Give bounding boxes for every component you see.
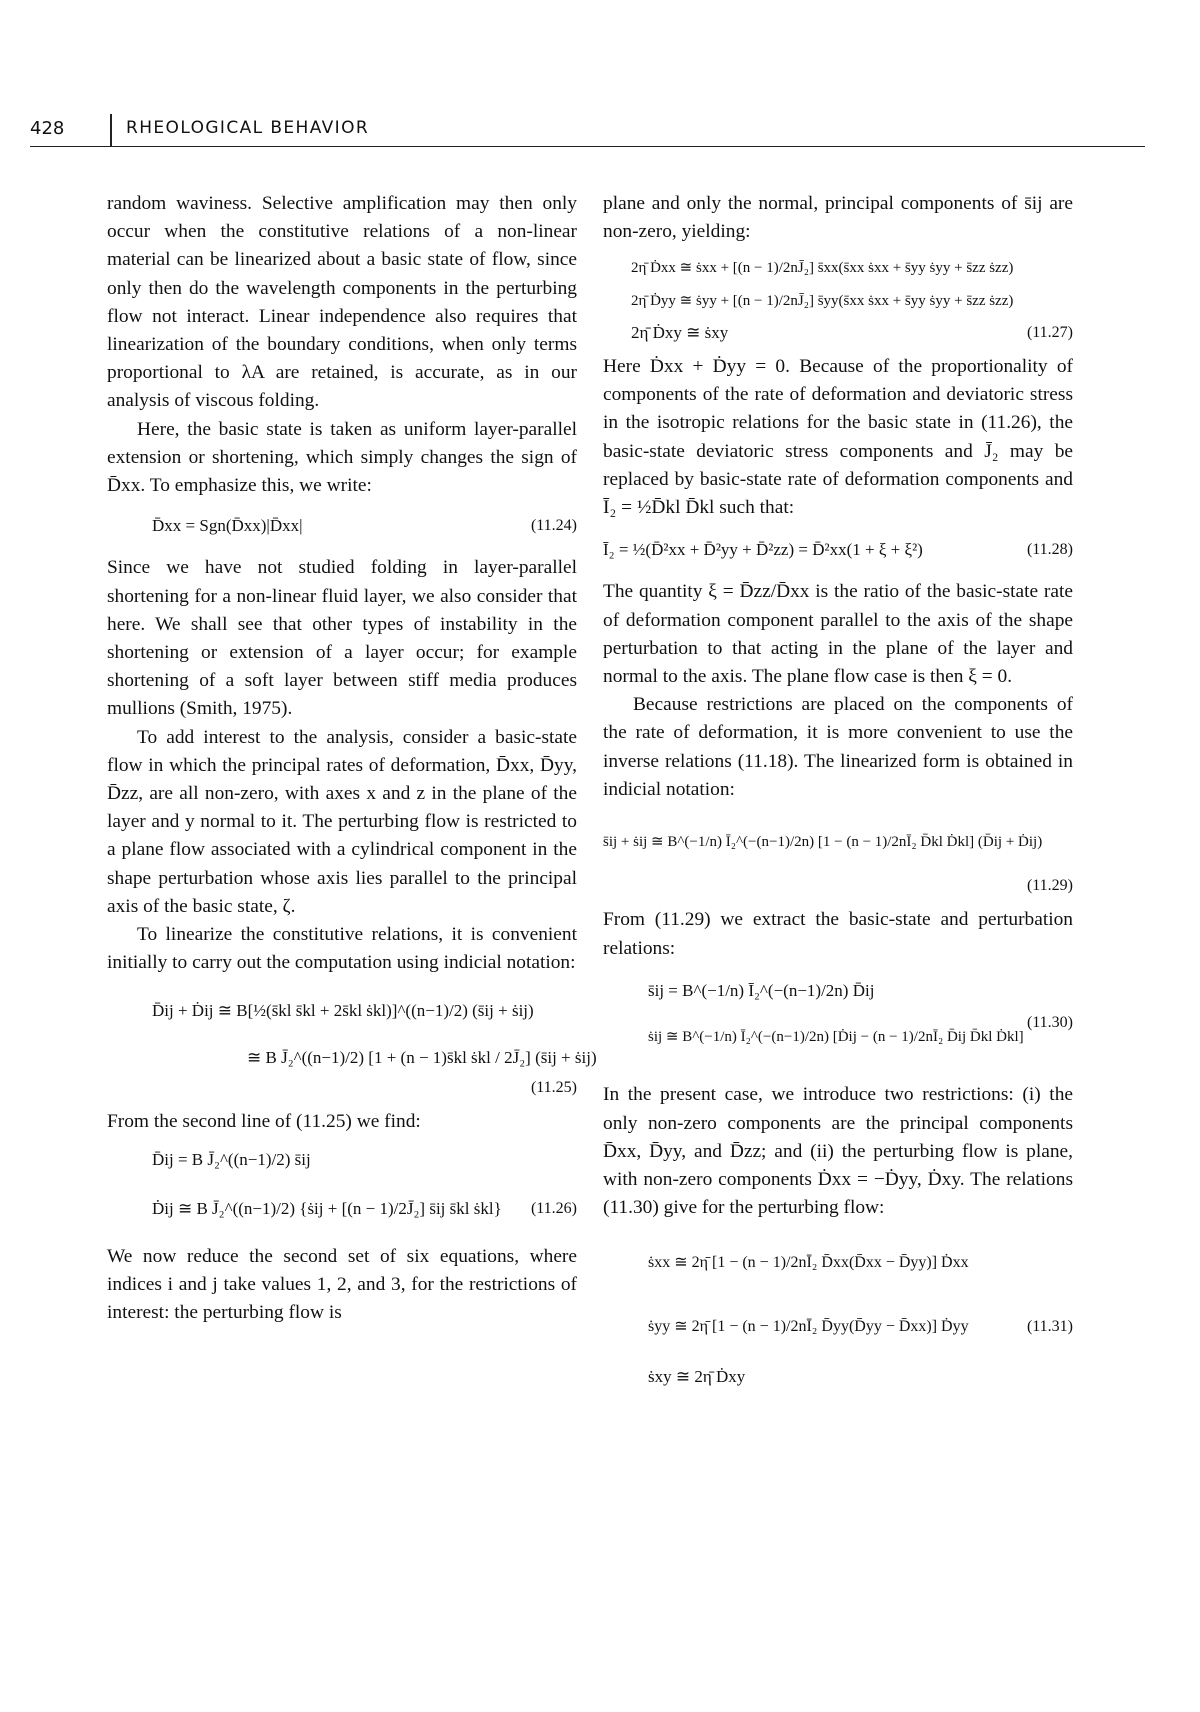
equation-11-30-line1	[603, 977, 1073, 1005]
equation-body: Ḋij ≅ B J̄₂^((n−1)/2) {ṡij + [(n − 1)/2J̄₂] s̄ij s̄kl ṡkl}	[152, 1198, 502, 1218]
header-rule	[30, 146, 1145, 147]
equation-body: ṡij ≅ B^(−1/n) Ī₂^(−(n−1)/2n) [Ḋij − (n − 1)/2nĪ₂ D̄ij D̄kl Ḋkl]	[648, 1029, 1024, 1046]
paragraph: Since we have not studied folding in layer-parallel shortening for a non-linear fluid layer, we also consider that here. We shall see that other types of instability in the shortening or extension of a layer occur; for example shortening of a soft layer between stiff media produces mullions (Smith, 1975).	[107, 557, 577, 720]
equation-number: (11.26)	[530, 1199, 577, 1217]
equation-11-27-line3	[603, 319, 1073, 347]
equation-body: 2η̄ Ḋyy ≅ ṡyy + [(n − 1)/2nJ̄₂] s̄yy(s̄xx ṡxx + s̄yy ṡyy + s̄zz ṡzz)	[631, 292, 1014, 309]
equation-body: D̄ij = B J̄₂^((n−1)/2) s̄ij	[152, 1150, 311, 1170]
right-column	[603, 190, 1073, 1395]
equation-11-25-line2	[107, 1044, 597, 1072]
equation-11-31-line2	[603, 1313, 1073, 1341]
equation-11-25-line1	[107, 997, 577, 1025]
equation-body: ṡxy ≅ 2η̄ Ḋxy	[648, 1366, 746, 1386]
paragraph: Here, the basic state is taken as uniform layer-parallel extension or shortening, which simply changes the sign of D̄xx. To emphasize this, we write:	[107, 418, 577, 497]
equation-11-31-line3	[603, 1363, 1073, 1391]
paragraph: The quantity ξ = D̄zz/D̄xx is the ratio of the basic-state rate of deformation component parallel to the axis of the shape perturbation to that acting in the plane of the layer and normal to the axis. The plane flow case is then ξ = 0.	[603, 581, 1073, 688]
equation-number: (11.25)	[530, 1078, 577, 1096]
paragraph: random waviness. Selective amplification may then only occur when the constitutive relations of a non-linear material can be linearized about a basic state of flow, since only then do the wavelength components in the perturbing flow not interact. Linear independence also requires that linearization of the boundary conditions, when only terms proportional to λA are retained, is accurate, as in our analysis of viscous folding.	[107, 193, 577, 412]
equation-number: (11.28)	[1026, 541, 1073, 559]
equation-body: s̄ij = B^(−1/n) Ī₂^(−(n−1)/2n) D̄ij	[648, 980, 875, 1000]
left-column	[107, 190, 597, 1327]
paragraph: Because restrictions are placed on the components of the rate of deformation, it is more convenient to use the inverse relations (11.18). The linearized form is obtained in indicial notation:	[603, 694, 1073, 800]
paragraph: From the second line of (11.25) we find:	[107, 1111, 421, 1133]
equation-body: 2η̄ Ḋxx ≅ ṡxx + [(n − 1)/2nJ̄₂] s̄xx(s̄xx ṡxx + s̄yy ṡyy + s̄zz ṡzz)	[631, 260, 1014, 277]
equation-11-31-line1	[603, 1249, 1073, 1277]
page-header	[30, 118, 1145, 148]
equation-11-26-line2	[107, 1195, 577, 1223]
equation-body: ṡyy ≅ 2η̄ [1 − (n − 1)/2nĪ₂ D̄yy(D̄yy − D̄xx)] Ḋyy	[648, 1317, 969, 1335]
equation-body: Ī₂ = ½(D̄²xx + D̄²yy + D̄²zz) = D̄²xx(1 + ξ + ξ²)	[603, 540, 923, 560]
equation-number: (11.30)	[1026, 1014, 1073, 1032]
equation-11-28	[603, 536, 1073, 564]
equation-number: (11.27)	[1026, 323, 1073, 341]
paragraph: To linearize the constitutive relations, it is convenient initially to carry out the computation using indicial notation:	[107, 924, 577, 974]
paragraph: We now reduce the second set of six equations, where indices i and j take values 1, 2, and 3, for the restrictions of interest: the perturbing flow is	[107, 1245, 577, 1324]
paragraph: To add interest to the analysis, consider a basic-state flow in which the principal rates of deformation, D̄xx, D̄yy, D̄zz, are all non-zero, with axes x and z in the plane of the layer and y normal to it. The perturbing flow is restricted to a plane flow associated with a cylindrical component in the shape perturbation whose axis lies parallel to the principal axis of the basic state, ζ.	[107, 726, 577, 917]
header-divider	[110, 114, 112, 146]
equation-11-29	[603, 828, 1073, 856]
equation-number: (11.24)	[530, 517, 577, 535]
paragraph: Here Ḋxx + Ḋyy = 0. Because of the proportionality of components of the rate of deformation and deviatoric stress in the isotropic relations for the basic state in (11.26), the basic-state deviatoric stress components and J̄₂ may be replaced by basic-state rate of deformation components and Ī₂ = ½D̄kl D̄kl such that:	[603, 356, 1073, 519]
equation-11-27-line2	[603, 287, 1073, 315]
equation-body: ≅ B J̄₂^((n−1)/2) [1 + (n − 1)s̄kl ṡkl / 2J̄₂] (s̄ij + ṡij)	[247, 1047, 597, 1067]
equation-number: (11.29)	[1026, 877, 1073, 895]
equation-11-24	[107, 512, 577, 540]
equation-11-30-line2	[603, 1023, 1073, 1051]
equation-body: s̄ij + ṡij ≅ B^(−1/n) Ī₂^(−(n−1)/2n) [1 − (n − 1)/2nĪ₂ D̄kl Ḋkl] (D̄ij + Ḋij)	[603, 834, 1043, 851]
equation-body: D̄xx = Sgn(D̄xx)|D̄xx|	[152, 516, 303, 536]
paragraph: From (11.29) we extract the basic-state and perturbation relations:	[603, 909, 1073, 959]
equation-number: (11.31)	[1026, 1317, 1073, 1335]
paragraph: plane and only the normal, principal components of s̄ij are non-zero, yielding:	[603, 193, 1073, 243]
paragraph: In the present case, we introduce two restrictions: (i) the only non-zero components are the principal components D̄xx, D̄yy, and D̄zz; and (ii) the perturbing flow is plane, with non-zero components Ḋxx = −Ḋyy, Ḋxy. The relations (11.30) give for the perturbing flow:	[603, 1084, 1073, 1219]
equation-body: 2η̄ Ḋxy ≅ ṡxy	[631, 322, 729, 342]
page-number: 428	[30, 118, 65, 139]
equation-11-26-line1	[107, 1146, 577, 1174]
running-title: RHEOLOGICAL BEHAVIOR	[126, 118, 370, 138]
equation-body: D̄ij + Ḋij ≅ B[½(s̄kl s̄kl + 2s̄kl ṡkl)]^((n−1)/2) (s̄ij + ṡij)	[152, 1001, 534, 1021]
equation-11-27-line1	[603, 254, 1073, 282]
equation-body: ṡxx ≅ 2η̄ [1 − (n − 1)/2nĪ₂ D̄xx(D̄xx − D̄yy)] Ḋxx	[648, 1253, 969, 1271]
